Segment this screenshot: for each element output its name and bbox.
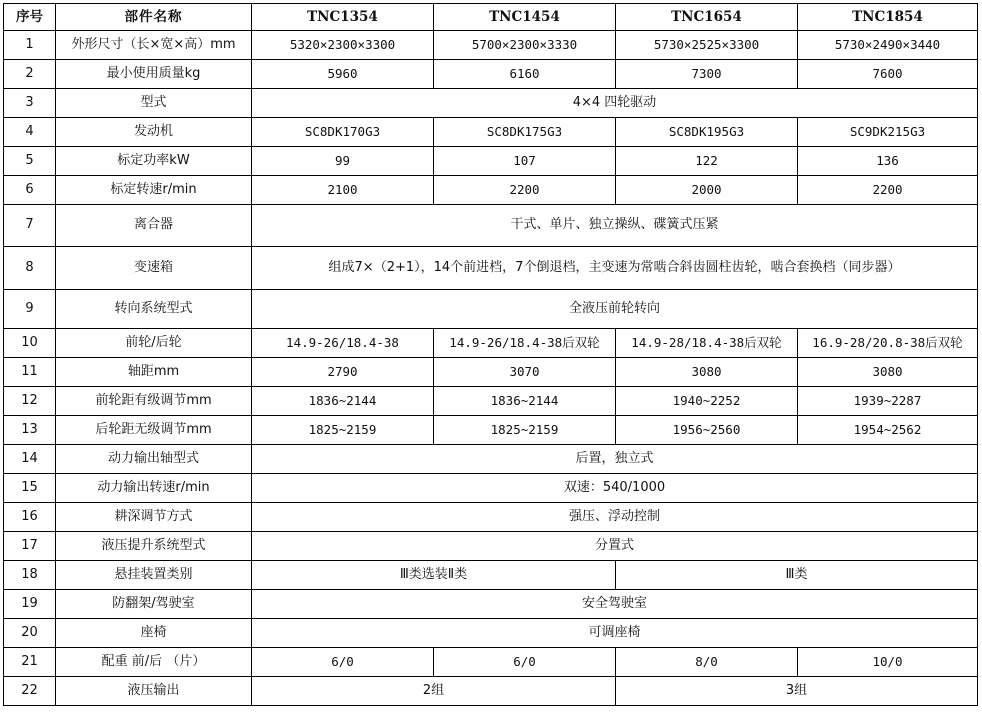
row-number: 19 [4, 590, 56, 619]
table-row [4, 329, 978, 358]
spec-value-all-models: 组成7×（2+1），14个前进档，7个倒退档，主变速为常啮合斜齿圆柱齿轮，啮合套换档（同步器） [252, 247, 978, 290]
spec-value: 10/0 [798, 648, 978, 677]
row-number: 13 [4, 416, 56, 445]
table-row [4, 474, 978, 503]
spec-value: 1836~2144 [252, 387, 434, 416]
spec-value: 2000 [616, 176, 798, 205]
table-row [4, 590, 978, 619]
spec-value: 5700×2300×3330 [434, 31, 616, 60]
part-name: 外形尺寸（长×宽×高）mm [56, 31, 252, 60]
row-number: 22 [4, 677, 56, 706]
row-number: 5 [4, 147, 56, 176]
spec-value: 6/0 [434, 648, 616, 677]
spec-value-all-models: 4×4 四轮驱动 [252, 89, 978, 118]
spec-value: 3080 [616, 358, 798, 387]
spec-value-all-models: 后置，独立式 [252, 445, 978, 474]
table-row [4, 290, 978, 329]
spec-value: 1939~2287 [798, 387, 978, 416]
spec-value-all-models: 强压、浮动控制 [252, 503, 978, 532]
table-row [4, 503, 978, 532]
row-number: 14 [4, 445, 56, 474]
spec-value: 7600 [798, 60, 978, 89]
row-number: 2 [4, 60, 56, 89]
spec-value: 1825~2159 [252, 416, 434, 445]
spec-value-all-models: 全液压前轮转向 [252, 290, 978, 329]
spec-value: 5960 [252, 60, 434, 89]
table-row [4, 89, 978, 118]
table-row [4, 247, 978, 290]
table-row [4, 118, 978, 147]
table-row [4, 31, 978, 60]
spec-value: SC8DK170G3 [252, 118, 434, 147]
row-number: 7 [4, 205, 56, 247]
spec-value: 6/0 [252, 648, 434, 677]
part-name: 变速箱 [56, 247, 252, 290]
spec-value: 99 [252, 147, 434, 176]
part-name: 前轮/后轮 [56, 329, 252, 358]
spec-table [3, 3, 978, 706]
header-model: TNC1354 [252, 4, 434, 31]
header-model: TNC1854 [798, 4, 978, 31]
spec-value: 5320×2300×3300 [252, 31, 434, 60]
spec-value-all-models: 干式、单片、独立操纵、碟簧式压紧 [252, 205, 978, 247]
spec-value: 1954~2562 [798, 416, 978, 445]
table-row [4, 619, 978, 648]
spec-value-merged: 3组 [616, 677, 978, 706]
row-number: 18 [4, 561, 56, 590]
part-name: 型式 [56, 89, 252, 118]
part-name: 配重 前/后 （片） [56, 648, 252, 677]
table-row [4, 561, 978, 590]
row-number: 9 [4, 290, 56, 329]
spec-value: 2790 [252, 358, 434, 387]
part-name: 动力输出轴型式 [56, 445, 252, 474]
part-name: 标定转速r/min [56, 176, 252, 205]
part-name: 前轮距有级调节mm [56, 387, 252, 416]
table-row [4, 387, 978, 416]
spec-value: SC8DK195G3 [616, 118, 798, 147]
spec-value: 6160 [434, 60, 616, 89]
table-row [4, 416, 978, 445]
spec-value: 1825~2159 [434, 416, 616, 445]
spec-value-all-models: 可调座椅 [252, 619, 978, 648]
spec-value: 14.9-26/18.4-38后双轮 [434, 329, 616, 358]
spec-value: 7300 [616, 60, 798, 89]
row-number: 11 [4, 358, 56, 387]
spec-value: 5730×2525×3300 [616, 31, 798, 60]
spec-value: 3080 [798, 358, 978, 387]
part-name: 防翻架/驾驶室 [56, 590, 252, 619]
part-name: 座椅 [56, 619, 252, 648]
spec-value: 3070 [434, 358, 616, 387]
part-name: 标定功率kW [56, 147, 252, 176]
table-row [4, 648, 978, 677]
table-row [4, 445, 978, 474]
row-number: 3 [4, 89, 56, 118]
row-number: 16 [4, 503, 56, 532]
part-name: 转向系统型式 [56, 290, 252, 329]
spec-value: 2100 [252, 176, 434, 205]
row-number: 17 [4, 532, 56, 561]
spec-value: 136 [798, 147, 978, 176]
spec-value: 122 [616, 147, 798, 176]
table-row [4, 205, 978, 247]
spec-value-merged: Ⅲ类 [616, 561, 978, 590]
spec-value: 107 [434, 147, 616, 176]
spec-value: 1836~2144 [434, 387, 616, 416]
part-name: 悬挂装置类别 [56, 561, 252, 590]
row-number: 8 [4, 247, 56, 290]
spec-value-all-models: 安全驾驶室 [252, 590, 978, 619]
spec-value: 16.9-28/20.8-38后双轮 [798, 329, 978, 358]
spec-value: SC8DK175G3 [434, 118, 616, 147]
part-name: 动力输出转速r/min [56, 474, 252, 503]
row-number: 6 [4, 176, 56, 205]
part-name: 发动机 [56, 118, 252, 147]
row-number: 15 [4, 474, 56, 503]
spec-value: 2200 [434, 176, 616, 205]
row-number: 12 [4, 387, 56, 416]
spec-value: 8/0 [616, 648, 798, 677]
table-row [4, 358, 978, 387]
spec-value: 14.9-26/18.4-38 [252, 329, 434, 358]
table-row [4, 176, 978, 205]
row-number: 20 [4, 619, 56, 648]
row-number: 4 [4, 118, 56, 147]
header-row [4, 4, 978, 31]
part-name: 后轮距无级调节mm [56, 416, 252, 445]
row-number: 21 [4, 648, 56, 677]
table-row [4, 532, 978, 561]
part-name: 液压提升系统型式 [56, 532, 252, 561]
spec-value-all-models: 分置式 [252, 532, 978, 561]
part-name: 耕深调节方式 [56, 503, 252, 532]
header-part-name: 部件名称 [56, 4, 252, 31]
table-row [4, 147, 978, 176]
row-number: 1 [4, 31, 56, 60]
header-no: 序号 [4, 4, 56, 31]
spec-value-merged: Ⅲ类选装Ⅱ类 [252, 561, 616, 590]
spec-value-all-models: 双速：540/1000 [252, 474, 978, 503]
spec-value: 1940~2252 [616, 387, 798, 416]
part-name: 轴距mm [56, 358, 252, 387]
header-model: TNC1654 [616, 4, 798, 31]
spec-value: SC9DK215G3 [798, 118, 978, 147]
spec-value: 5730×2490×3440 [798, 31, 978, 60]
part-name: 最小使用质量kg [56, 60, 252, 89]
part-name: 液压输出 [56, 677, 252, 706]
spec-value-merged: 2组 [252, 677, 616, 706]
row-number: 10 [4, 329, 56, 358]
spec-value: 1956~2560 [616, 416, 798, 445]
header-model: TNC1454 [434, 4, 616, 31]
spec-value: 14.9-28/18.4-38后双轮 [616, 329, 798, 358]
table-row [4, 60, 978, 89]
part-name: 离合器 [56, 205, 252, 247]
table-row [4, 677, 978, 706]
spec-value: 2200 [798, 176, 978, 205]
